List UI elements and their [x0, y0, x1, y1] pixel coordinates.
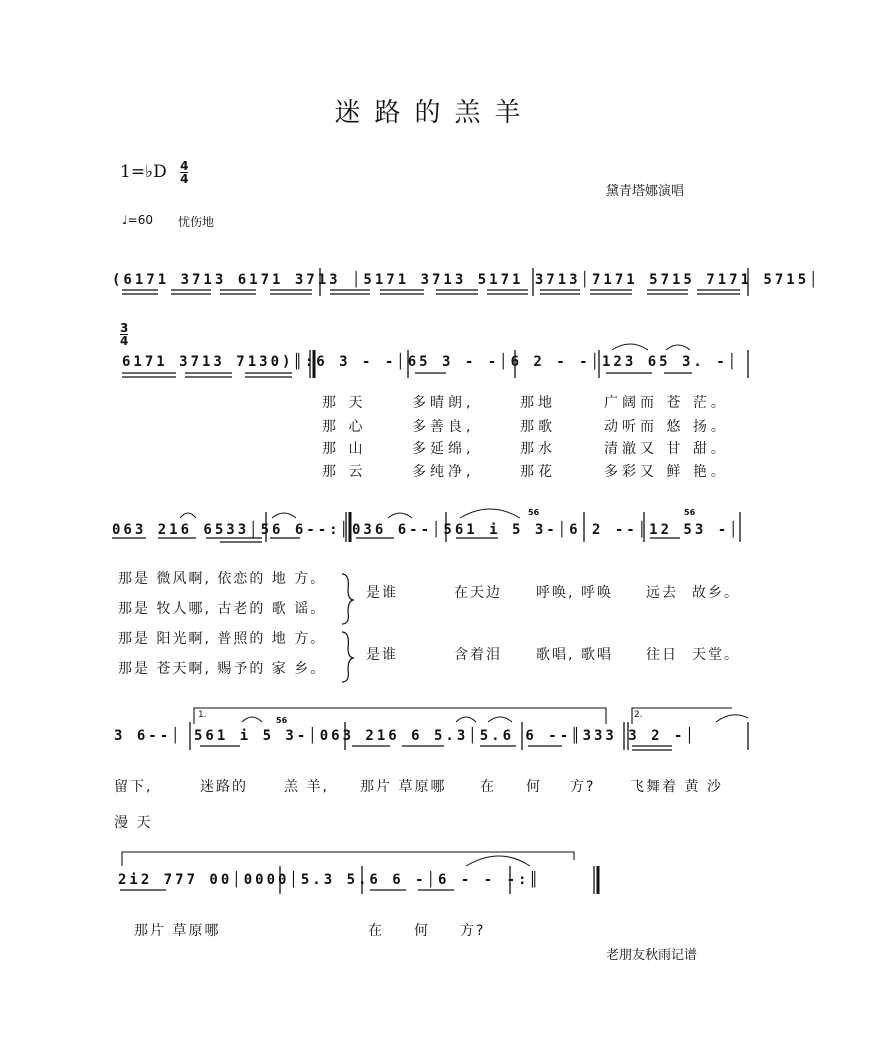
row4-lyric-7: 方?: [570, 779, 596, 795]
score-row-4: 3 6--│ 561 i 5 3-│063 216 6 5.3│5.6 6 --║333 3 2 -│: [114, 728, 697, 744]
score-row-3: 063 216 6533│56 6--:║036 6--│561 i 5 3-│6 2 --│12 53 -│: [112, 522, 741, 538]
volta-2-label: 2.: [634, 710, 643, 720]
verse-c-4: 清澈又 甘 甜。: [604, 441, 729, 457]
key-label: 1=♭D: [120, 162, 167, 182]
row4-lyric-9: 漫 天: [114, 815, 153, 831]
grace-note-3: 56: [276, 716, 288, 725]
score-row-5: 2i2 777 00│0000│5.3 5.6 6 -│6 - - -:║: [118, 872, 541, 888]
chorus2-4: 往日: [646, 647, 678, 663]
verse-b-1: 那 心: [322, 419, 367, 435]
row4-lyric-8: 飞舞着 黄 沙: [630, 779, 723, 795]
score-row-2: 6171 3713 7130)║:6 3 - -│65 3 - -│6 2 - -│123 65 3. -│: [122, 354, 740, 370]
chorus2-1: 是谁: [366, 647, 398, 663]
chorus2-3: 歌唱, 歌唱: [536, 647, 613, 663]
ts2-denominator: 4: [120, 334, 129, 348]
ts2-numerator: 3: [120, 321, 129, 335]
row4-lyric-2: 迷路的: [200, 779, 248, 795]
row3-lyric-3: 那是 阳光啊, 普照的 地 方。: [118, 631, 327, 647]
row5-lyric-4: 方?: [460, 923, 486, 939]
chorus2-5: 天堂。: [692, 647, 740, 663]
volta-1-label: 1.: [198, 710, 207, 720]
chorus1-3: 呼唤, 呼唤: [536, 585, 613, 601]
row5-lyric-2: 在: [368, 923, 384, 939]
chorus2-2: 含着泪: [454, 647, 502, 663]
verse-c-2: 多延绵,: [412, 441, 475, 457]
grace-note-2: 56: [684, 508, 696, 517]
time-signature-3-4: [120, 322, 128, 347]
transcriber-credit: 老朋友秋雨记谱: [606, 948, 698, 963]
row3-lyric-2: 那是 牧人哪, 古老的 歌 谣。: [118, 601, 327, 617]
page-title: 迷路的羔羊: [334, 98, 535, 128]
chorus1-4: 远去: [646, 585, 678, 601]
verse-d-1: 那 云: [322, 464, 367, 480]
chorus1-2: 在天边: [454, 585, 502, 601]
verse-a-3: 那地: [520, 395, 556, 411]
verse-d-2: 多纯净,: [412, 464, 475, 480]
verse-c-1: 那 山: [322, 441, 367, 457]
verse-c-3: 那水: [520, 441, 556, 457]
time-denominator: 4: [180, 172, 189, 186]
chorus1-5: 故乡。: [692, 585, 740, 601]
grace-note-1: 56: [528, 508, 540, 517]
row4-lyric-1: 留下,: [114, 779, 153, 795]
tempo-marking: ♩=60: [122, 213, 153, 227]
verse-d-3: 那花: [520, 464, 556, 480]
score-row-1: (6171 3713 6171 3713 │5171 3713 5171 3713│7171 5715 7171 5715│: [112, 272, 821, 288]
verse-a-2: 多晴朗,: [412, 395, 475, 411]
row3-lyric-4: 那是 苍天啊, 赐予的 家 乡。: [118, 661, 327, 677]
row4-lyric-6: 何: [526, 779, 542, 795]
singer-credit: 黛青塔娜演唱: [606, 184, 685, 199]
verse-b-2: 多善良,: [412, 419, 475, 435]
row3-lyric-1: 那是 微风啊, 依恋的 地 方。: [118, 571, 327, 587]
verse-d-4: 多彩又 鲜 艳。: [604, 464, 729, 480]
verse-b-3: 那歌: [520, 419, 556, 435]
ts2-frac: [120, 322, 128, 347]
row5-lyric-3: 何: [414, 923, 430, 939]
mood-marking: 忧伤地: [178, 215, 215, 229]
verse-a-4: 广阔而 苍 茫。: [604, 395, 729, 411]
row5-lyric-1: 那片 草原哪: [134, 923, 221, 939]
chorus1-1: 是谁: [366, 585, 398, 601]
row4-lyric-5: 在: [480, 779, 496, 795]
row4-lyric-4: 那片 草原哪: [360, 779, 447, 795]
row4-lyric-3: 羔 羊,: [284, 779, 329, 795]
time-numerator: 4: [180, 159, 189, 173]
verse-b-4: 动听而 悠 扬。: [604, 419, 729, 435]
verse-a-1: 那 天: [322, 395, 367, 411]
